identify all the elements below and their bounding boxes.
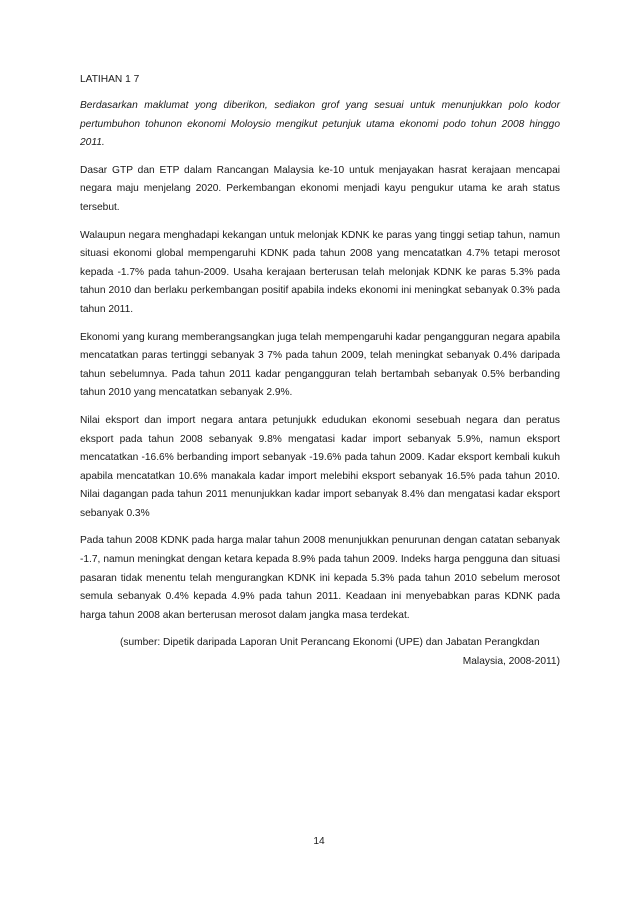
page-number: 14 [313,836,325,847]
paragraph-dasar-gtp: Dasar GTP dan ETP dalam Rancangan Malaysia ke-10 untuk menjayakan hasrat kerajaan mencapai negara maju menjelang 2020. Perkembangan ekonomi menjadi kayu pengukur utama ke arah status tersebut. [80,164,560,213]
source-citation-line-1: (sumber: Dipetik daripada Laporan Unit Perancang Ekonomi (UPE) dan Jabatan Perangkdan [120,637,540,649]
source-citation [80,634,560,671]
source-citation-line-2: Malaysia, 2008-2011) [462,656,560,668]
paragraph-eksport-import: Nilai eksport dan import negara antara petunjukk edudukan ekonomi sesebuah negara dan peratus eksport pada tahun 2008 sebanyak 9.8% mengatasi kadar import sebanyak 5.9%, namun eksport mencatatkan -16.6% berbanding import sebanyak -19.6% pada tahun 2009. Kadar eksport kembali kukuh apabila mencatatkan 10.6% manakala kadar import melebihi eksport sebanyak 16.5% pada tahun 2010. Nilai dagangan pada tahun 2011 menunjukkan kadar import sebanyak 8.4% dan mengatasi kadar eksport sebanyak 0.3% [80,414,560,519]
exercise-instruction: Berdasarkan maklumat yong diberikon, sediakon grof yang sesuai untuk menunjukkan polo kodor pertumbuhon tohunon ekonomi Moloysio mengikut petunjuk utama ekonomi podo tohun 2008 hinggo 2011. [80,100,560,149]
paragraph-pengangguran: Ekonomi yang kurang memberangsangkan juga telah mempengaruhi kadar pengangguran negara apabila mencatatkan paras tertinggi sebanyak 3 7% pada tahun 2009, telah meningkat sebanyak 0.4% daripada tahun sebelumnya. Pada tahun 2011 kadar pengangguran telah bertambah sebanyak 0.5% berbanding tahun 2010 yang mencatatkan sebanyak 2.9%. [80,331,560,399]
document-body [80,71,560,672]
paragraph-kdnk-harga-malar: Pada tahun 2008 KDNK pada harga malar tahun 2008 menunjukkan penurunan dengan catatan sebanyak -1.7, namun meningkat dengan ketara kepada 8.9% pada tahun 2009. Indeks harga pengguna dan situasi pasaran tidak menentu telah mengurangkan KDNK ini kepada 5.3% pada tahun 2010 sebelum merosot semula sebanyak 0.4% kepada 4.9% pada tahun 2011. Keadaan ini menyebabkan paras KDNK pada harga tahun 2008 akan berterusan merosot dalam jangka masa terdekat. [80,535,560,621]
paragraph-kdnk: Walaupun negara menghadapi kekangan untuk melonjak KDNK ke paras yang tinggi setiap tahun, namun situasi ekonomi global mempengaruhi KDNK pada tahun 2008 yang mencatatkan 4.7% tetapi merosot kepada -1.7% pada tahun-2009. Usaha kerajaan berterusan telah melonjak KDNK ke paras 5.3% pada tahun 2010 dan berlaku perkembangan positif apabila indeks ekonomi ini meningkat sebanyak 0.3% pada tahun 2011. [80,229,560,315]
exercise-heading: LATIHAN 1 7 [80,74,140,85]
